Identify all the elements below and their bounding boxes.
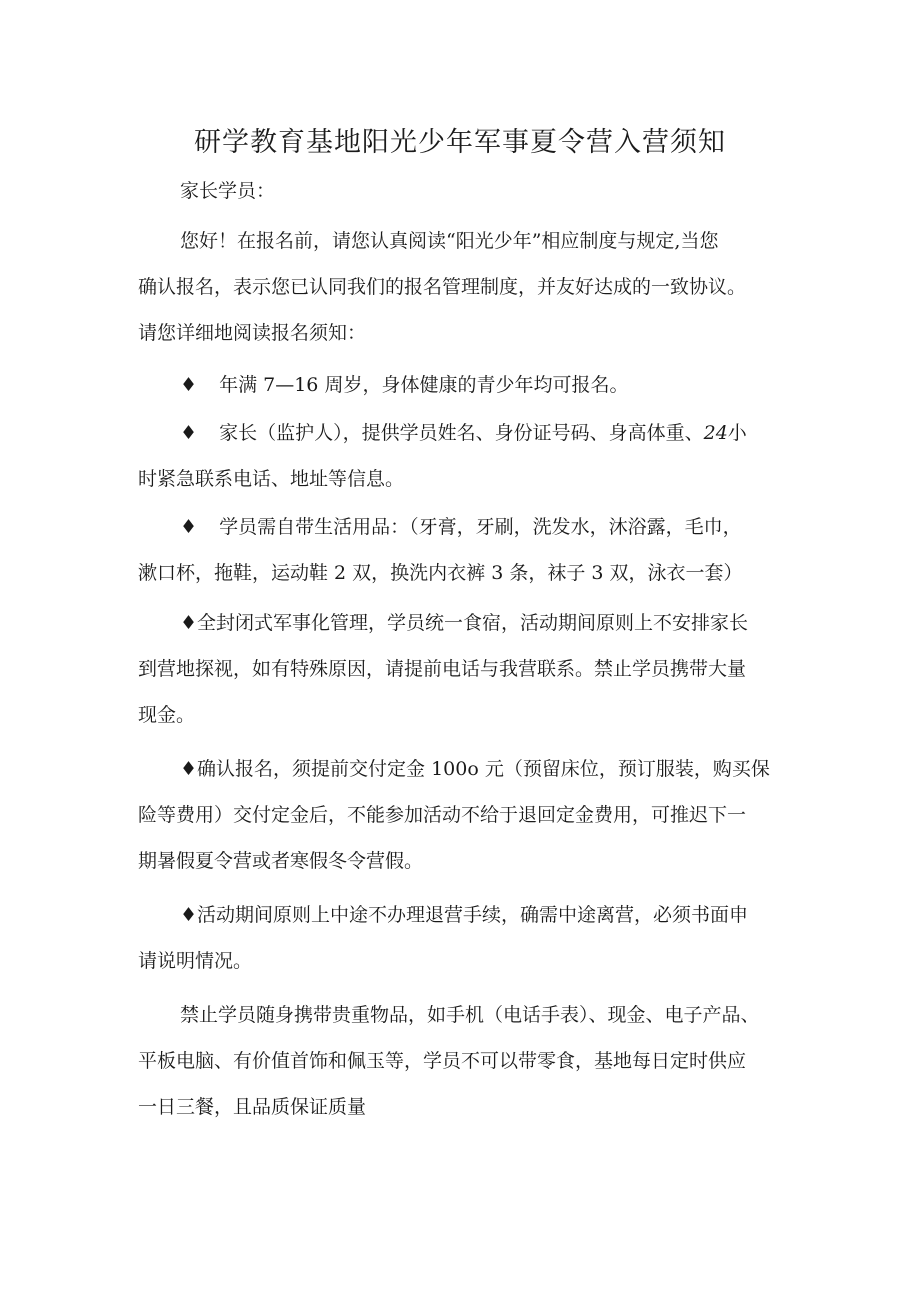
item-leave <box>180 900 748 930</box>
valuables-line-1: 禁止学员随身携带贵重物品，如手机（电话手表）、现金、电子产品、 <box>180 1004 760 1026</box>
bullet-icon: ♦ <box>180 516 198 538</box>
item-supplies <box>180 512 742 542</box>
item-supplies-line-2: 漱口杯，拖鞋，运动鞋 2 双，换洗内衣裤 3 条，袜子 3 双，泳衣一套） <box>138 562 743 584</box>
bullet-icon: ♦ <box>180 612 198 634</box>
item-deposit-line-2: 险等费用）交付定金后，不能参加活动不给于退回定金费用，可推迟下一 <box>138 804 747 826</box>
item-parent-line-1: 家长（监护人），提供学员姓名、身份证号码、身高体重、 <box>219 422 704 444</box>
item-supplies-line-1: 学员需自带生活用品：（牙膏，牙刷，洗发水，沐浴露，毛巾， <box>219 516 742 538</box>
item-age <box>180 370 628 400</box>
item-leave-line-2: 请说明情况。 <box>138 950 253 972</box>
item-parent-line-1-end: 小 <box>727 422 747 444</box>
valuables-line-2: 平板电脑、有价值首饰和佩玉等，学员不可以带零食，基地每日定时供应 <box>138 1050 747 1072</box>
item-leave-line-1: 活动期间原则上中途不办理退营手续，确需中途离营，必须书面申 <box>197 904 749 926</box>
item-closed <box>180 608 748 638</box>
item-deposit-line-1: 确认报名，须提前交付定金 100o 元（预留床位，预订服装，购买保 <box>197 758 770 780</box>
valuables-line-3: 一日三餐，且品质保证质量 <box>138 1096 367 1118</box>
intro-line-1: 您好！在报名前，请您认真阅读“阳光少年”相应制度与规定,当您 <box>180 230 719 252</box>
bullet-icon: ♦ <box>180 758 198 780</box>
item-age-text: 年满 7—16 周岁，身体健康的青少年均可报名。 <box>219 374 629 396</box>
item-closed-line-2: 到营地探视，如有特殊原因，请提前电话与我营联系。禁止学员携带大量 <box>138 658 747 680</box>
document-title: 研学教育基地阳光少年军事夏令营入营须知 <box>194 127 726 158</box>
bullet-icon: ♦ <box>180 422 198 444</box>
item-closed-line-1: 全封闭式军事化管理，学员统一食宿，活动期间原则上不安排家长 <box>197 612 749 634</box>
item-deposit <box>180 754 770 784</box>
bullet-icon: ♦ <box>180 374 198 396</box>
intro-line-2: 确认报名，表示您已认同我们的报名管理制度，并友好达成的一致协议。 <box>138 276 747 298</box>
salutation: 家长学员： <box>180 180 276 202</box>
item-closed-line-3: 现金。 <box>138 704 196 726</box>
item-deposit-line-3: 期暑假夏令营或者寒假冬令营假。 <box>138 850 424 872</box>
item-parent <box>180 418 747 448</box>
intro-line-3: 请您详细地阅读报名须知： <box>138 322 367 344</box>
item-parent-hours: 24 <box>703 422 728 444</box>
item-parent-line-2: 时紧急联系电话、地址等信息。 <box>138 468 405 490</box>
bullet-icon: ♦ <box>180 904 198 926</box>
